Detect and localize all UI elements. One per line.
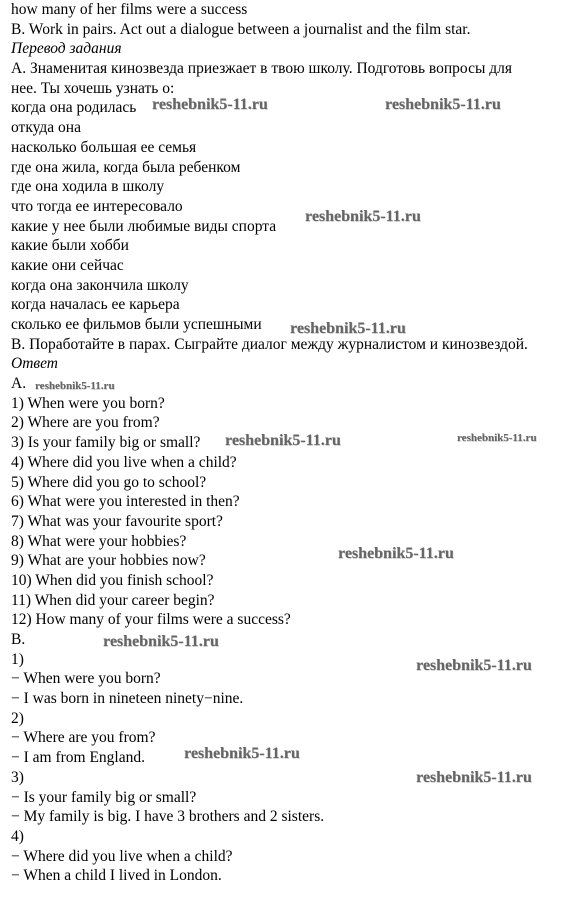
watermark: reshebnik5-11.ru	[35, 380, 115, 392]
text-line: какие были хобби	[11, 237, 129, 255]
text-line: нее. Ты хочешь узнать о:	[11, 79, 175, 97]
text-line: где она ходила в школу	[11, 178, 165, 196]
text-line: 3)	[11, 768, 24, 786]
text-line: сколько ее фильмов были успешными	[11, 316, 262, 333]
text-line: how many of her films were a success	[11, 1, 248, 18]
text-line: А. Знаменитая кинозвезда приезжает в твою школу. Подготовь вопросы для	[11, 60, 512, 78]
text-line: − Is your family big or small?	[11, 788, 197, 806]
text-line: какие они сейчас	[11, 256, 124, 274]
text-line: 12) How many of your films were a success?	[11, 611, 291, 629]
text-line: В. Поработайте в парах. Сыграйте диалог между журналистом и кинозвездой.	[11, 335, 528, 353]
text-line: − When a child I lived in London.	[11, 867, 222, 885]
text-line: − Where are you from?	[11, 729, 156, 747]
text-line: Ответ	[11, 355, 58, 373]
text-line: когда началась ее карьера	[11, 296, 180, 314]
watermark: reshebnik5-11.ru	[184, 745, 300, 762]
text-line: откуда она	[11, 119, 81, 137]
watermark: reshebnik5-11.ru	[457, 432, 537, 444]
watermark: reshebnik5-11.ru	[103, 633, 219, 650]
text-line: − When were you born?	[11, 670, 161, 688]
text-line: 8) What were your hobbies?	[11, 532, 187, 550]
text-line: 2) Where are you from?	[11, 414, 160, 432]
text-line: когда она закончила школу	[11, 276, 189, 294]
text-line: − I am from England.	[11, 749, 145, 767]
watermark: reshebnik5-11.ru	[152, 96, 268, 113]
text-line: 5) Where did you go to school?	[11, 473, 207, 491]
text-line: когда она родилась	[11, 99, 137, 117]
watermark: reshebnik5-11.ru	[305, 208, 421, 225]
text-line: какие у нее были любимые виды спорта	[11, 217, 277, 235]
watermark: reshebnik5-11.ru	[416, 769, 532, 786]
text-line: − My family is big. I have 3 brothers and 2 sisters.	[11, 808, 325, 826]
text-line: 4) Where did you live when a child?	[11, 453, 237, 471]
text-line: − Where did you live when a child?	[11, 847, 233, 865]
text-line: где она жила, когда была ребенком	[11, 158, 241, 176]
text-line: Перевод задания	[11, 40, 122, 58]
text-line: 2)	[11, 709, 24, 727]
text-line: − I was born in nineteen ninety−nine.	[11, 690, 244, 708]
text-line: 3) Is your family big or small?	[11, 434, 201, 452]
text-line: B. Work in pairs. Act out a dialogue between a journalist and the film star.	[11, 20, 471, 38]
watermark: reshebnik5-11.ru	[385, 96, 501, 113]
text-line: 1)	[11, 650, 24, 668]
text-line: 7) What was your favourite sport?	[11, 512, 223, 530]
text-line: 11) When did your career begin?	[11, 591, 215, 609]
text-line: что тогда ее интересовало	[11, 197, 183, 215]
watermark: reshebnik5-11.ru	[225, 432, 341, 449]
text-line: A.	[11, 375, 27, 393]
text-line: 1) When were you born?	[11, 394, 165, 412]
text-line: 10) When did you finish school?	[11, 571, 214, 589]
text-line: 4)	[11, 827, 24, 845]
text-line: B.	[11, 631, 26, 648]
watermark: reshebnik5-11.ru	[290, 320, 406, 337]
text-line: 9) What are your hobbies now?	[11, 552, 206, 570]
text-line: насколько большая ее семья	[11, 138, 197, 156]
watermark: reshebnik5-11.ru	[416, 657, 532, 674]
watermark: reshebnik5-11.ru	[338, 545, 454, 562]
text-line: 6) What were you interested in then?	[11, 493, 240, 511]
